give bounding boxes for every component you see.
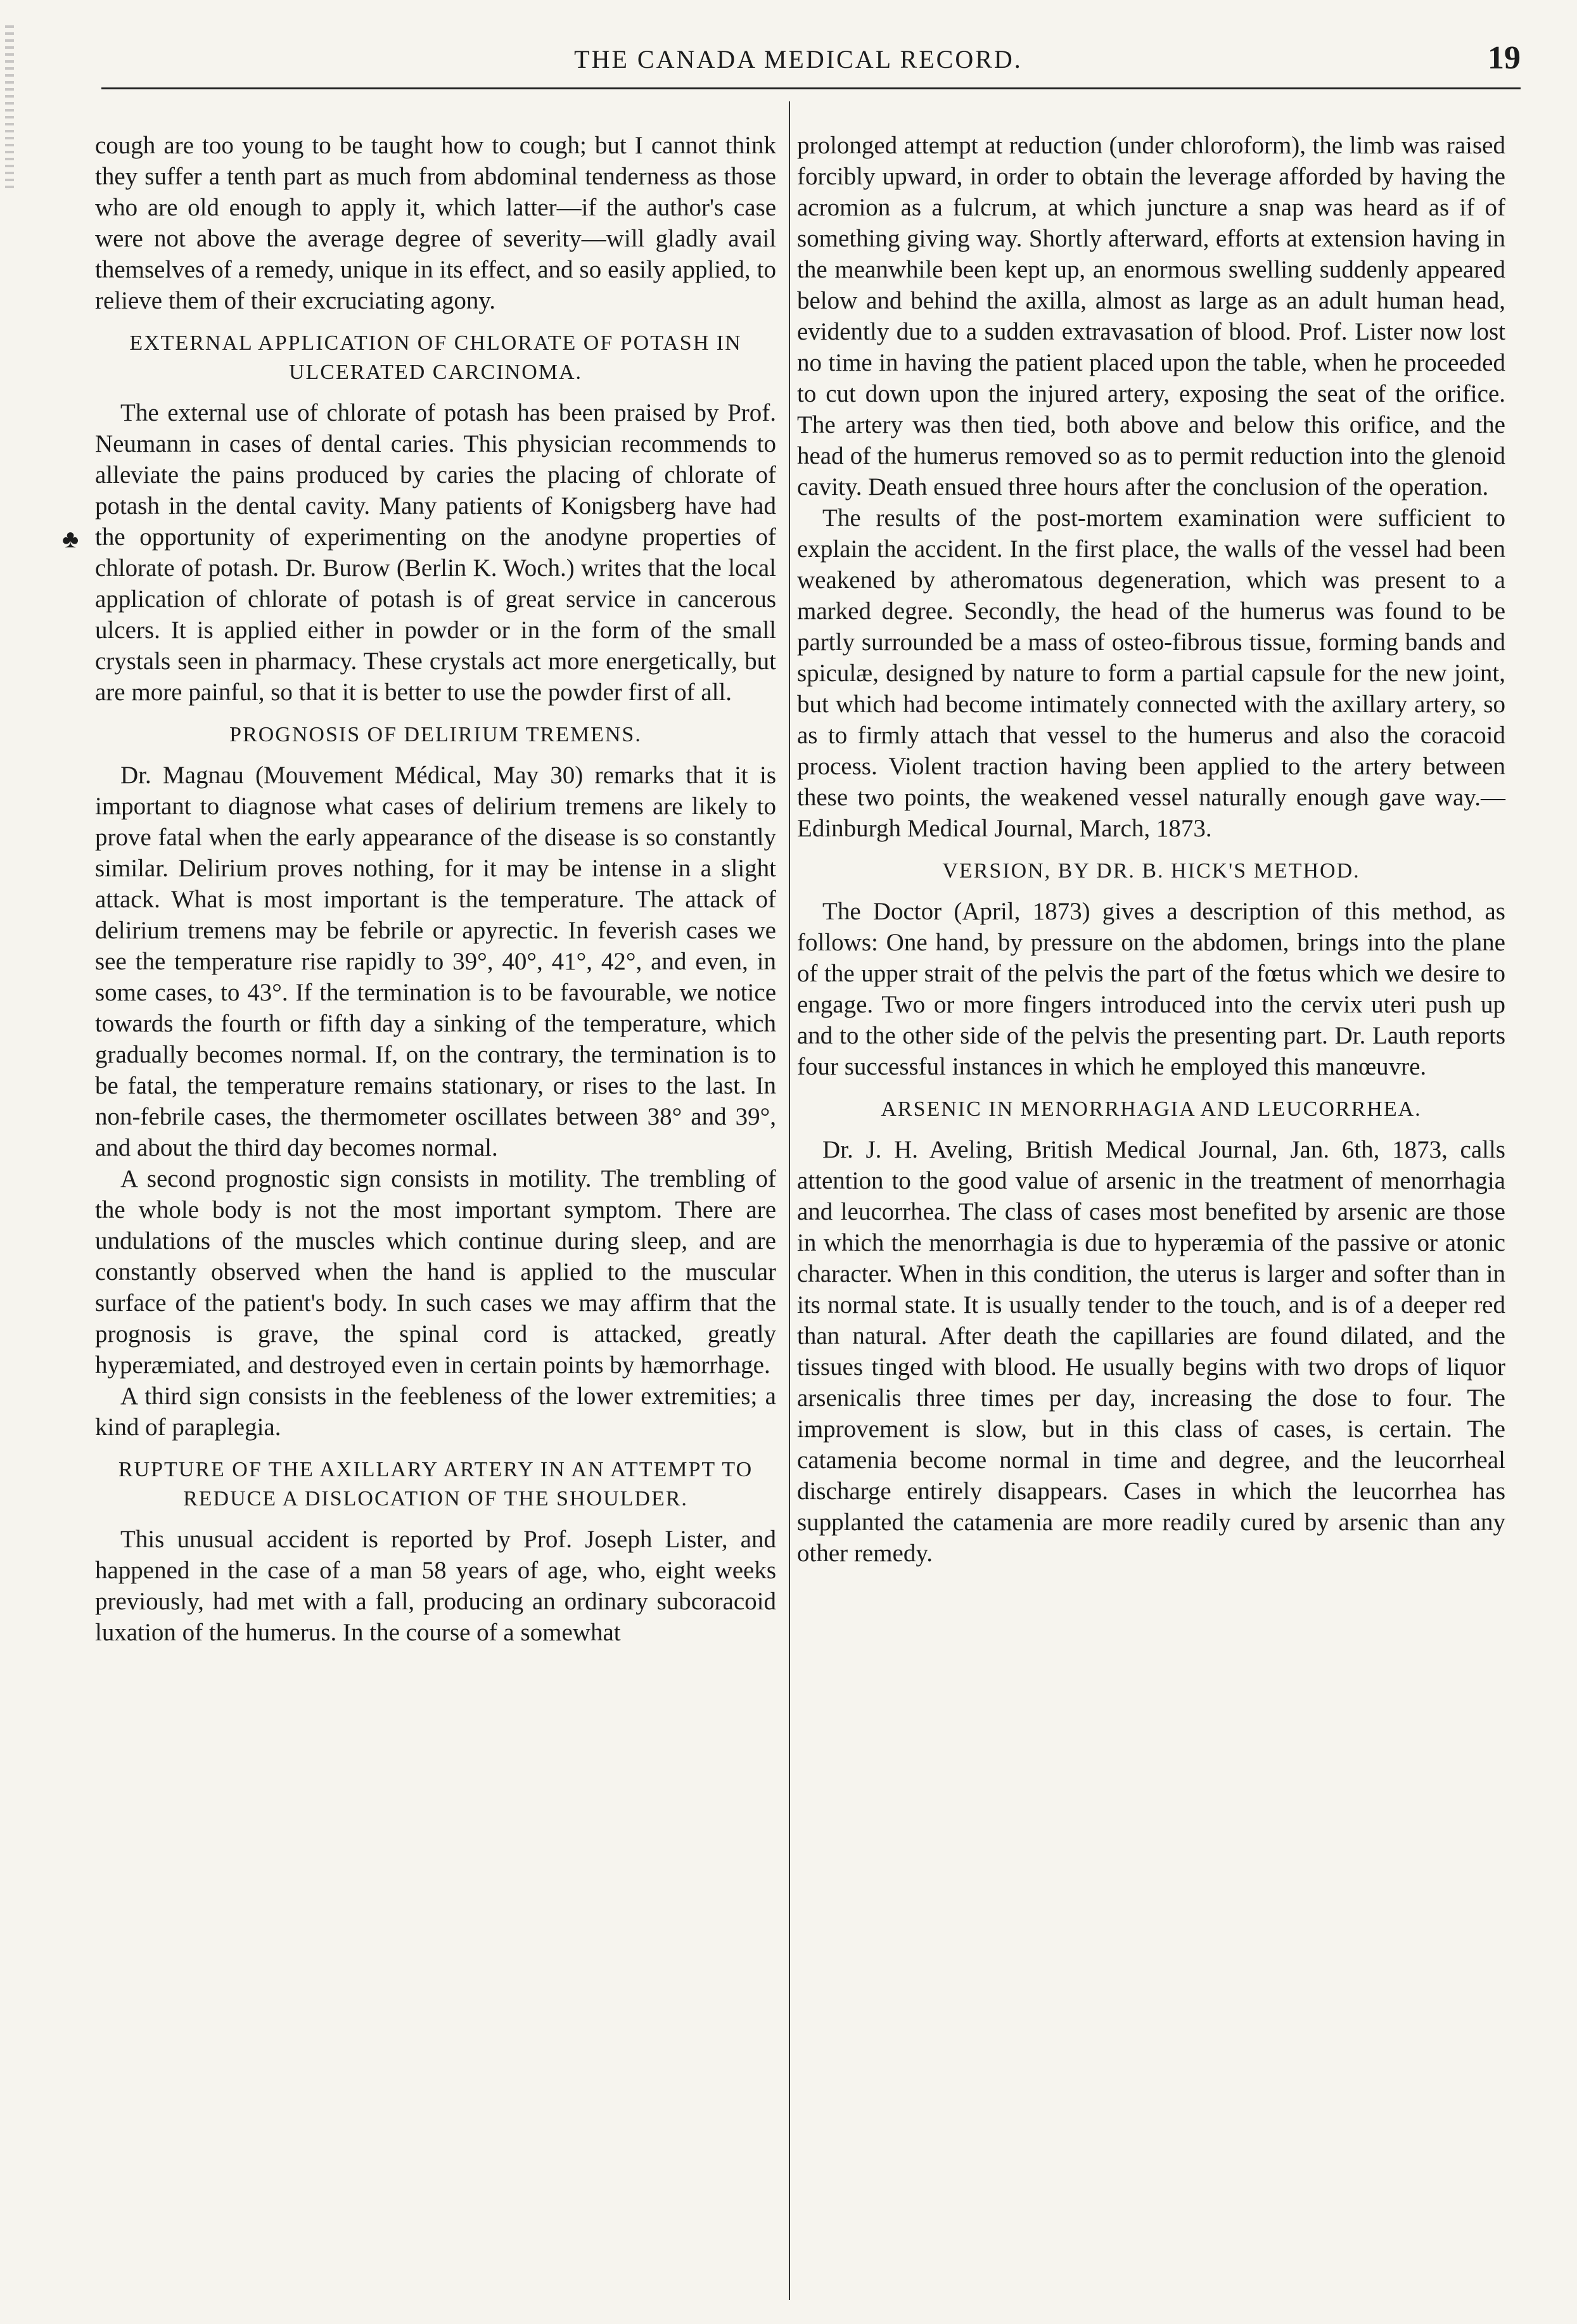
heading-version-hicks-method: VERSION, BY DR. B. HICK'S METHOD. <box>942 859 1360 883</box>
page-number: 19 <box>1488 40 1521 76</box>
journal-title: THE CANADA MEDICAL RECORD. <box>574 45 1023 73</box>
paragraph-delirium-1: Dr. Magnau (Mouvement Médical, May 30) remarks that it is important to diagnose what cases of delirium tremens are likely to prove fatal when the early appearance of the disease is so constantly similar. Delirium proves nothing, for it may be intense in a slight attack. What is most important is the temperature. The attack of delirium tremens may be febrile or apyrectic. In feverish cases we see the temperature rise rapidly to 39°, 40°, 41°, 42°, and even, in some cases, to 43°. If the termination is to be favourable, we notice towards the fourth or fifth day a sinking of the temperature, which gradually becomes normal. If, on the contrary, the termination is to be fatal, the temperature remains stationary, or rises to the last. In non-febrile cases, the thermometer oscillates between 38° and 39°, and about the third day becomes normal. <box>95 762 776 1161</box>
paragraph-delirium-2: A second prognostic sign consists in motility. The trembling of the whole body is not the most important symptom. There are undulations of the muscles which continue during sleep, and are constantly observed when the hand is applied to the muscular surface of the patient's body. In such cases we may affirm that the prognosis is grave, the spinal cord is attacked, greatly hyperæmiated, and destroyed even in certain points by hæmorrhage. <box>95 1165 776 1379</box>
paragraph-version: The Doctor (April, 1873) gives a description of this method, as follows: One hand, by pressure on the abdomen, brings into the plane of the upper strait of the pelvis the part of the fœtus which we desire to engage. Two or more fingers introduced into the cervix uteri push up and to the other side of the pelvis the presenting part. Dr. Lauth reports four successful instances in which he employed this manœuvre. <box>797 898 1505 1080</box>
margin-mark: ♣ <box>62 525 79 553</box>
heading-chlorate-of-potash: EXTERNAL APPLICATION OF CHLORATE OF POTASH IN ULCERATED CARCINOMA. <box>129 331 742 384</box>
paragraph-chlorate: The external use of chlorate of potash has been praised by Prof. Neumann in cases of dental caries. This physician recommends to alleviate the pains produced by caries the placing of chlorate of potash in the dental cavity. Many patients of Konigsberg have had the opportunity of experimenting on the anodyne properties of chlorate of potash. Dr. Burow (Berlin K. Woch.) writes that the local application of chlorate of potash is of great service in cancerous ulcers. It is applied either in powder or in the form of the small crystals seen in pharmacy. These crystals act more energetically, but are more painful, so that it is better to use the powder first of all. <box>95 399 776 706</box>
heading-axillary-artery: RUPTURE OF THE AXILLARY ARTERY IN AN ATTEMPT TO REDUCE A DISLOCATION OF THE SHOULDER. <box>118 1458 753 1510</box>
right-column <box>797 130 1505 1569</box>
heading-delirium-tremens: PROGNOSIS OF DELIRIUM TREMENS. <box>229 723 642 746</box>
left-column <box>95 130 776 1648</box>
scan-edge-artifact <box>5 25 14 190</box>
paragraph-rupture-continued: prolonged attempt at reduction (under chloroform), the limb was raised forcibly upward, in order to obtain the leverage afforded by having the acromion as a fulcrum, at which juncture a snap was heard as if of something giving way. Shortly afterward, efforts at extension having in the meanwhile been kept up, an enormous swelling suddenly appeared below and behind the axilla, almost as large as an adult human head, evidently due to a sudden extravasation of blood. Prof. Lister now lost no time in having the patient placed upon the table, when he proceeded to cut down upon the injured artery, exposing the seat of the orifice. The artery was then tied, both above and below this orifice, and the head of the humerus removed so as to permit reduction into the glenoid cavity. Death ensued three hours after the conclusion of the operation. <box>797 132 1505 501</box>
running-head <box>76 39 1521 84</box>
paragraph-delirium-3: A third sign consists in the feebleness of the lower extremities; a kind of paraplegia. <box>95 1382 776 1441</box>
heading-arsenic: ARSENIC IN MENORRHAGIA AND LEUCORRHEA. <box>881 1097 1422 1121</box>
paragraph-rupture: This unusual accident is reported by Prof. Joseph Lister, and happened in the case of a man 58 years of age, who, eight weeks previously, had met with a fall, producing an ordinary subcoracoid luxation of the humerus. In the course of a somewhat <box>95 1526 776 1646</box>
paragraph-post-mortem: The results of the post-mortem examination were sufficient to explain the accident. In the first place, the walls of the vessel had been weakened by atheromatous degeneration, which was present to a marked degree. Secondly, the head of the humerus was found to be partly surrounded be a mass of osteo-fibrous tissue, forming bands and spiculæ, designed by nature to form a partial capsule for the new joint, but which had become intimately connected with the axillary artery, so as to firmly attach that vessel to the humerus and also the coracoid process. Violent traction having been applied to the artery between these two points, the weakened vessel naturally enough gave way.—Edinburgh Medical Journal, March, 1873. <box>797 504 1505 842</box>
paragraph-arsenic: Dr. J. H. Aveling, British Medical Journal, Jan. 6th, 1873, calls attention to the good value of arsenic in the treatment of menorrhagia and leucorrhea. The class of cases most benefited by arsenic are those in which the menorrhagia is due to hyperæmia of the passive or atonic character. When in this condition, the uterus is larger and softer than in its normal state. It is usually tender to the touch, and is of a deeper red than natural. After death the capillaries are found dilated, and the tissues tinged with blood. He usually begins with two drops of liquor arsenicalis three times per day, increasing the dose to four. The improvement is slow, but in this class of cases, is certain. The catamenia become normal in time and degree, and the leucorrheal discharge entirely disappears. Cases in which the leucorrhea has supplanted the catamenia are more readily cured by arsenic than any other remedy. <box>797 1136 1505 1567</box>
paragraph-continued: cough are too young to be taught how to cough; but I cannot think they suffer a tenth part as much from abdominal tenderness as those who are old enough to apply it, which latter—if the author's case were not above the average degree of severity—will gladly avail themselves of a remedy, unique in its effect, and so easily applied, to relieve them of their excruciating agony. <box>95 132 776 314</box>
column-rule <box>789 101 790 2300</box>
header-rule <box>101 87 1521 89</box>
